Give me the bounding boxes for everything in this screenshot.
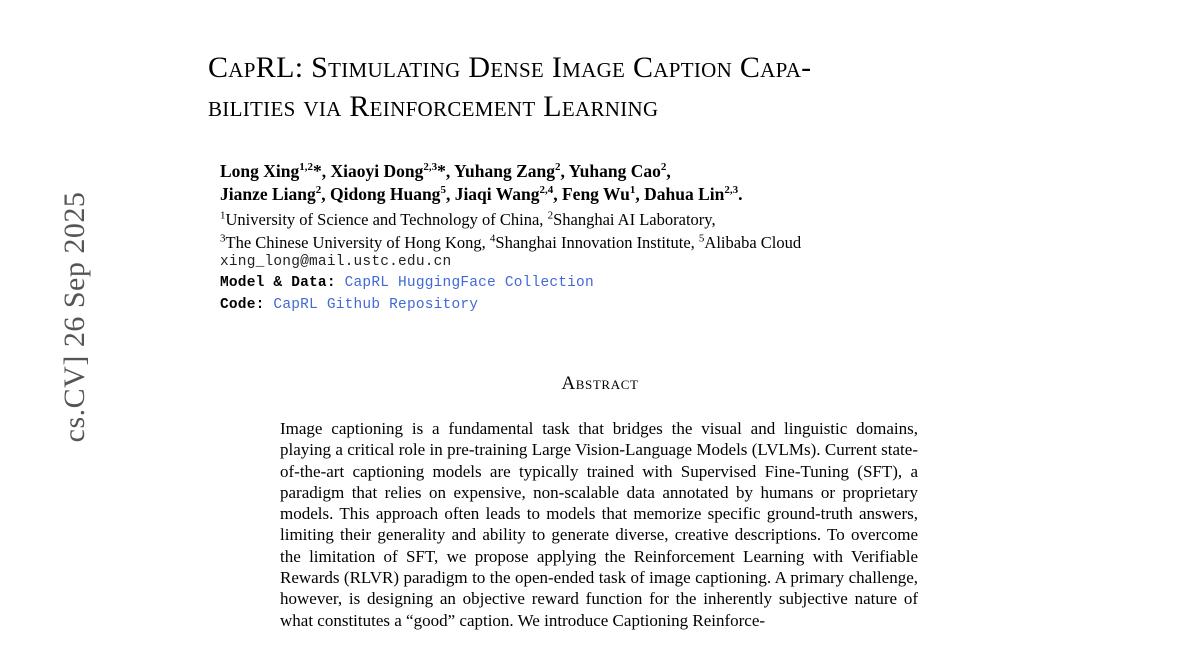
code-line (220, 297, 478, 313)
author-line-2: Jianze Liang$^2$, Qidong Huang$^5$, Jiaqi Wang$^{2,4}$, Feng Wu$^1$, Dahua Lin$^{2,3}$. (220, 184, 743, 204)
abstract-body (280, 418, 918, 631)
model-data-label: Model & Data: (220, 275, 336, 291)
page-title: CapRL: Stimulating Dense Image Caption Capa- bilities via Reinforcement Learning (208, 51, 812, 123)
affiliation-list (220, 208, 1010, 254)
affiliation-line-2: $^3$The Chinese University of Hong Kong, $^4$Shanghai Innovation Institute, $^5$Alibaba Cloud (220, 232, 802, 252)
author-list (220, 160, 1000, 206)
code-label: Code: (220, 297, 265, 313)
abstract-paragraph: Image captioning is a fundamental task that bridges the visual and linguistic domains, playing a critical role in pre-training Large Vision-Language Models (LVLMs). Current state-of-the-art captioning models are typically trained with Supervised Fine-Tuning (SFT), a paradigm that relies on expensive, non-scalable data annotated by humans or proprietary models. This approach often leads to models that memorize specific ground-truth answers, limiting their generality and ability to generate diverse, creative descriptions. To overcome the limitation of SFT, we propose applying the Reinforcement Learning with Verifiable Rewards (RLVR) paradigm to the open-ended task of image captioning. A primary challenge, however, is designing an objective reward function for the inherently subjective nature of what constitutes a “good” caption. We introduce Captioning Reinforce- (280, 419, 918, 630)
affiliation-line-1: $^1$University of Science and Technology of China, $^2$Shanghai AI Laboratory, (220, 209, 716, 229)
arxiv-stamp-text: cs.CV] 26 Sep 2025 (58, 191, 91, 443)
arxiv-stamp (0, 0, 91, 648)
author-line-1: Long Xing$^{1,2}$*, Xiaoyi Dong$^{2,3}$*, Yuhang Zang$^2$, Yuhang Cao$^2$, (220, 161, 671, 181)
code-link[interactable]: CapRL Github Repository (273, 297, 479, 313)
contact-email: xing_long@mail.ustc.edu.cn (220, 254, 452, 270)
abstract-heading: Abstract (561, 373, 639, 394)
model-data-line (220, 275, 594, 291)
model-data-link[interactable]: CapRL HuggingFace Collection (344, 275, 594, 291)
